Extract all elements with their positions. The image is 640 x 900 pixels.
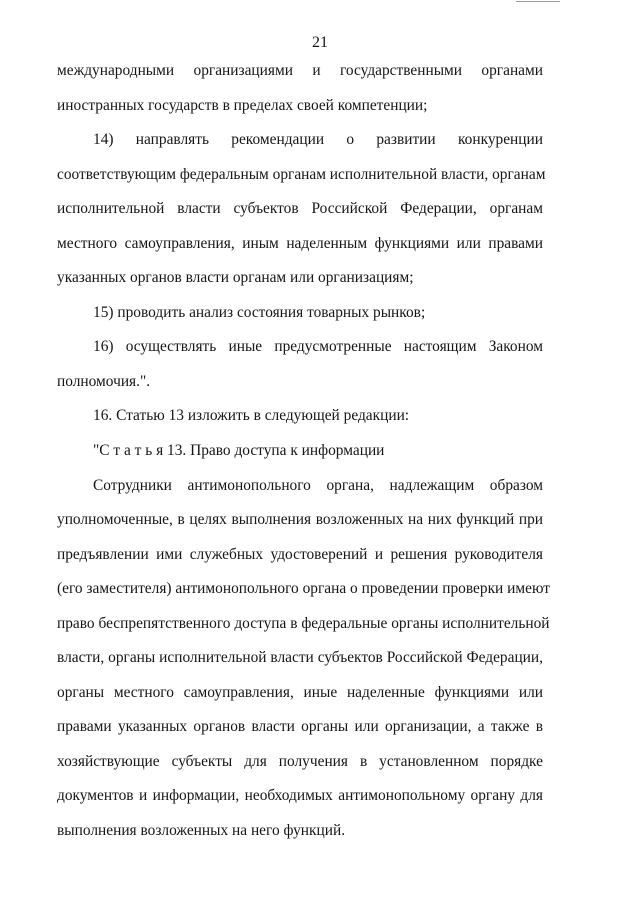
text-line: правами указанных органов власти органы или организации, а также в bbox=[57, 718, 543, 736]
text-line: иностранных государств в пределах своей компетенции; bbox=[57, 96, 428, 114]
text-line: местного самоуправления, иным наделенным функциями или правами bbox=[57, 234, 543, 252]
text-line: 16. Статью 13 изложить в следующей редакции: bbox=[93, 407, 410, 425]
text-line: документов и информации, необходимых антимонопольному органу для bbox=[57, 787, 543, 805]
text-line: право беспрепятственного доступа в федеральные органы исполнительной bbox=[57, 614, 550, 632]
text-line: Сотрудники антимонопольного органа, надлежащим образом bbox=[93, 476, 543, 494]
text-line: хозяйствующие субъекты для получения в установленном порядке bbox=[57, 752, 543, 770]
text-line: (его заместителя) антимонопольного органа о проведении проверки имеют bbox=[57, 580, 550, 598]
text-line: полномочия.". bbox=[57, 372, 151, 390]
text-line: 14) направлять рекомендации о развитии конкуренции bbox=[93, 131, 543, 149]
scan-edge-mark bbox=[516, 1, 560, 2]
page-number: 21 bbox=[312, 34, 328, 51]
text-line: "С т а т ь я 13. Право доступа к информации bbox=[93, 442, 385, 460]
text-line: исполнительной власти субъектов Российской Федерации, органам bbox=[57, 200, 543, 218]
text-line: международными организациями и государственными органами bbox=[57, 62, 543, 79]
text-line: 16) осуществлять иные предусмотренные настоящим Законом bbox=[93, 338, 543, 356]
text-line: соответствующим федеральным органам исполнительной власти, органам bbox=[57, 165, 546, 183]
document-body bbox=[57, 60, 550, 855]
text-line: указанных органов власти органам или организациям; bbox=[57, 269, 414, 287]
text-line: уполномоченные, в целях выполнения возложенных на них функций при bbox=[57, 511, 543, 529]
text-line: предъявлении ими служебных удостоверений и решения руководителя bbox=[57, 545, 543, 563]
text-line: 15) проводить анализ состояния товарных рынков; bbox=[93, 303, 426, 321]
text-line: власти, органы исполнительной власти субъектов Российской Федерации, bbox=[57, 649, 543, 667]
text-line: выполнения возложенных на него функций. bbox=[57, 822, 346, 840]
text-line: органы местного самоуправления, иные наделенные функциями или bbox=[57, 683, 543, 701]
